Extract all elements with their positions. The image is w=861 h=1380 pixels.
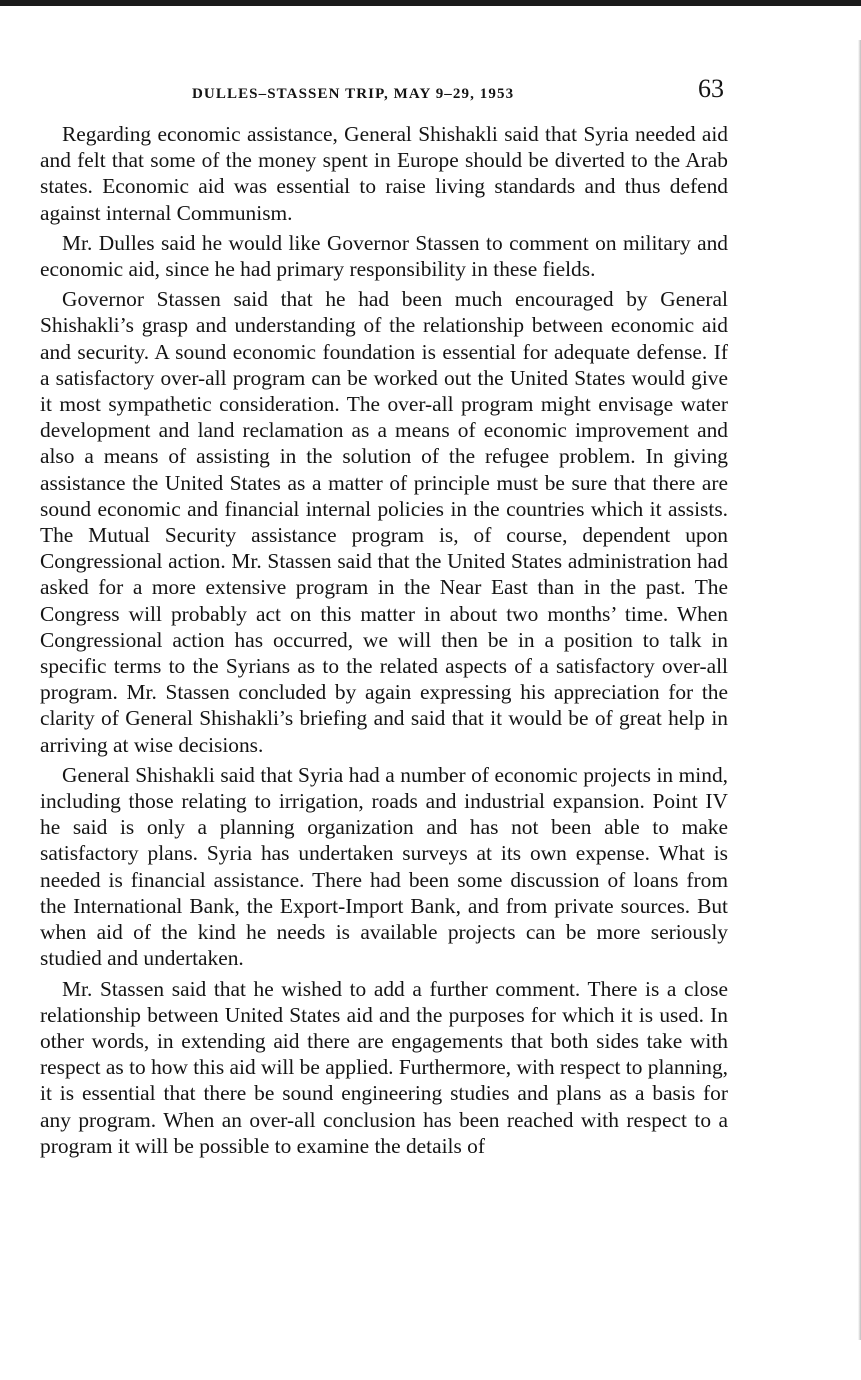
page-number: 63 bbox=[698, 74, 724, 103]
paragraph-shishakli-projects: General Shishakli said that Syria had a number of economic projects in mind, including those relating to irrigation, roads and industrial expansion. Point IV he said is only a planning organization and has not been able to make satisfactory plans. Syria has undertaken surveys at its own expense. What is needed is financial assistance. There had been some discussion of loans from the International Bank, the Export-Import Bank, and from private sources. But when aid of the kind he needs is available projects can be more seriously studied and undertaken. bbox=[40, 762, 728, 971]
paragraph-economic-assistance: Regarding economic assistance, General Shishakli said that Syria needed aid and felt that some of the money spent in Europe should be diverted to the Arab states. Economic aid was essential to raise living standards and thus defend against internal Communism. bbox=[40, 122, 728, 225]
running-head bbox=[40, 70, 730, 110]
top-border-rule bbox=[0, 0, 861, 6]
paragraph-dulles-comment: Mr. Dulles said he would like Governor Stassen to comment on military and economic aid, since he had primary responsibility in these fields. bbox=[40, 230, 728, 282]
paragraph-stassen-response: Governor Stassen said that he had been much encouraged by General Shishakli’s grasp and understanding of the relationship between economic aid and security. A sound economic foundation is essential for adequate defense. If a satisfactory over-all program can be worked out the United States would give it most sympathetic consideration. The over-all program might envisage water development and land reclamation as a means of economic improvement and also a means of assisting in the solution of the refugee problem. In giving assistance the United States as a matter of principle must be sure that there are sound economic and financial internal policies in the countries which it assists. The Mutual Security assistance program is, of course, dependent upon Congressional action. Mr. Stassen said that the United States administration had asked for a more extensive program in the Near East than in the past. The Congress will probably act on this matter in about two months’ time. When Congressional action has occurred, we will then be in a position to talk in specific terms to the Syrians as to the related aspects of a satisfactory over-all program. Mr. Stassen concluded by again expressing his appreciation for the clarity of General Shishakli’s briefing and said that it would be of great help in arriving at wise decisions. bbox=[40, 287, 728, 757]
body-text bbox=[40, 121, 728, 1159]
paragraph-stassen-further-comment: Mr. Stassen said that he wished to add a further comment. There is a close relationship between United States aid and the purposes for which it is used. In other words, in extending aid there are engagements that both sides take with respect as to how this aid will be applied. Furthermore, with respect to planning, it is essential that there be sound engineering studies and plans as a basis for any program. When an over-all conclusion has been reached with respect to a program it will be possible to examine the details of bbox=[40, 976, 728, 1158]
running-head-title: DULLES–STASSEN TRIP, MAY 9–29, 1953 bbox=[192, 86, 515, 102]
